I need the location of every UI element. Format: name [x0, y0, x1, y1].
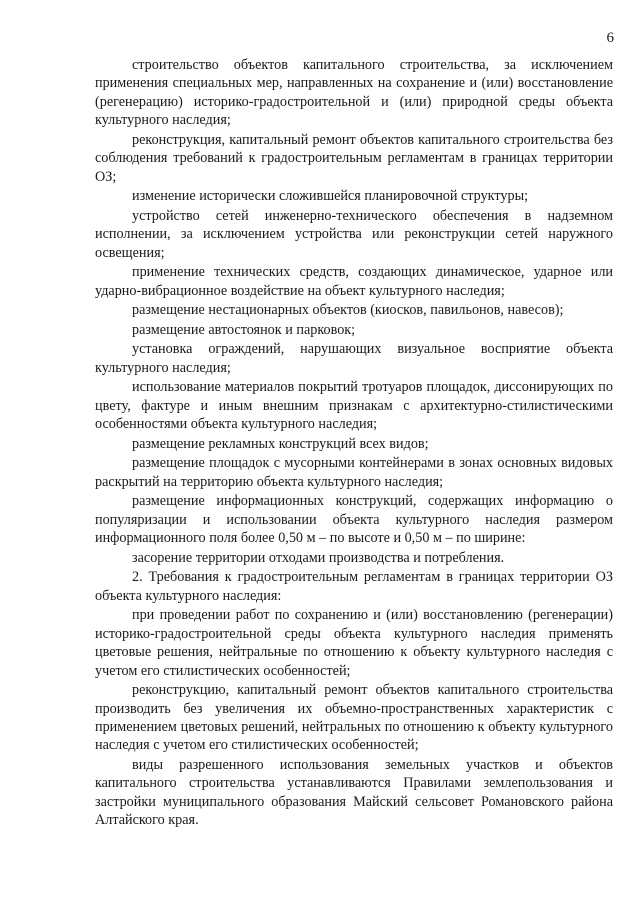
paragraph: реконструкция, капитальный ремонт объектов капитального строительства без соблюдения требований к градостроительным регламентам в границах территории ОЗ;	[95, 131, 613, 185]
page-number: 6	[606, 30, 614, 46]
paragraph: размещение рекламных конструкций всех видов;	[132, 435, 429, 452]
paragraph: засорение территории отходами производства и потребления.	[132, 549, 505, 566]
paragraph: размещение площадок с мусорными контейнерами в зонах основных видовых раскрытий на территорию объекта культурного наследия;	[95, 455, 613, 490]
paragraph: размещение информационных конструкций, содержащих информацию о популяризации и использовании объекта культурного наследия размером информационного поля более 0,50 м – по высоте и 0,50 м – по ширине:	[95, 493, 613, 547]
section-heading-paragraph: 2. Требования к градостроительным регламентам в границах территории ОЗ объекта культурного наследия:	[95, 569, 613, 604]
paragraph: устройство сетей инженерно-технического обеспечения в надземном исполнении, за исключением устройства или реконструкции сетей наружного освещения;	[95, 207, 613, 261]
paragraph: установка ограждений, нарушающих визуальное восприятие объекта культурного наследия;	[95, 341, 613, 376]
paragraph: виды разрешенного использования земельных участков и объектов капитального строительства устанавливаются Правилами землепользования и застройки муниципального образования Майский сельсовет Романовского района Алтайского края.	[95, 757, 613, 829]
paragraph: при проведении работ по сохранению и (или) восстановлению (регенерации) историко-градостроительной среды объекта культурного наследия применять цветовые решения, нейтральные по отношению к объекту культурного наследия с учетом его стилистических особенностей;	[95, 607, 613, 679]
paragraph: изменение исторически сложившейся планировочной структуры;	[132, 188, 529, 205]
paragraph: строительство объектов капитального строительства, за исключением применения специальных мер, направленных на сохранение и (или) восстановление (регенерацию) историко-градостроительной и (или) природной среды объекта культурного наследия;	[95, 57, 613, 129]
document-body	[95, 56, 613, 831]
paragraph: реконструкцию, капитальный ремонт объектов капитального строительства производить без увеличения их объемно-пространственных характеристик с применением цветовых решений, нейтральных по отношению к объекту культурного наследия с учетом его стилистических особенностей;	[95, 682, 613, 754]
paragraph: использование материалов покрытий тротуаров площадок, диссонирующих по цвету, фактуре и иным внешним признакам с архитектурно-стилистическими особенностями объекта культурного наследия;	[95, 379, 613, 433]
paragraph: применение технических средств, создающих динамическое, ударное или ударно-вибрационное воздействие на объект культурного наследия;	[95, 264, 613, 299]
paragraph: размещение нестационарных объектов (киосков, павильонов, навесов);	[132, 302, 564, 319]
paragraph: размещение автостоянок и парковок;	[132, 321, 356, 338]
